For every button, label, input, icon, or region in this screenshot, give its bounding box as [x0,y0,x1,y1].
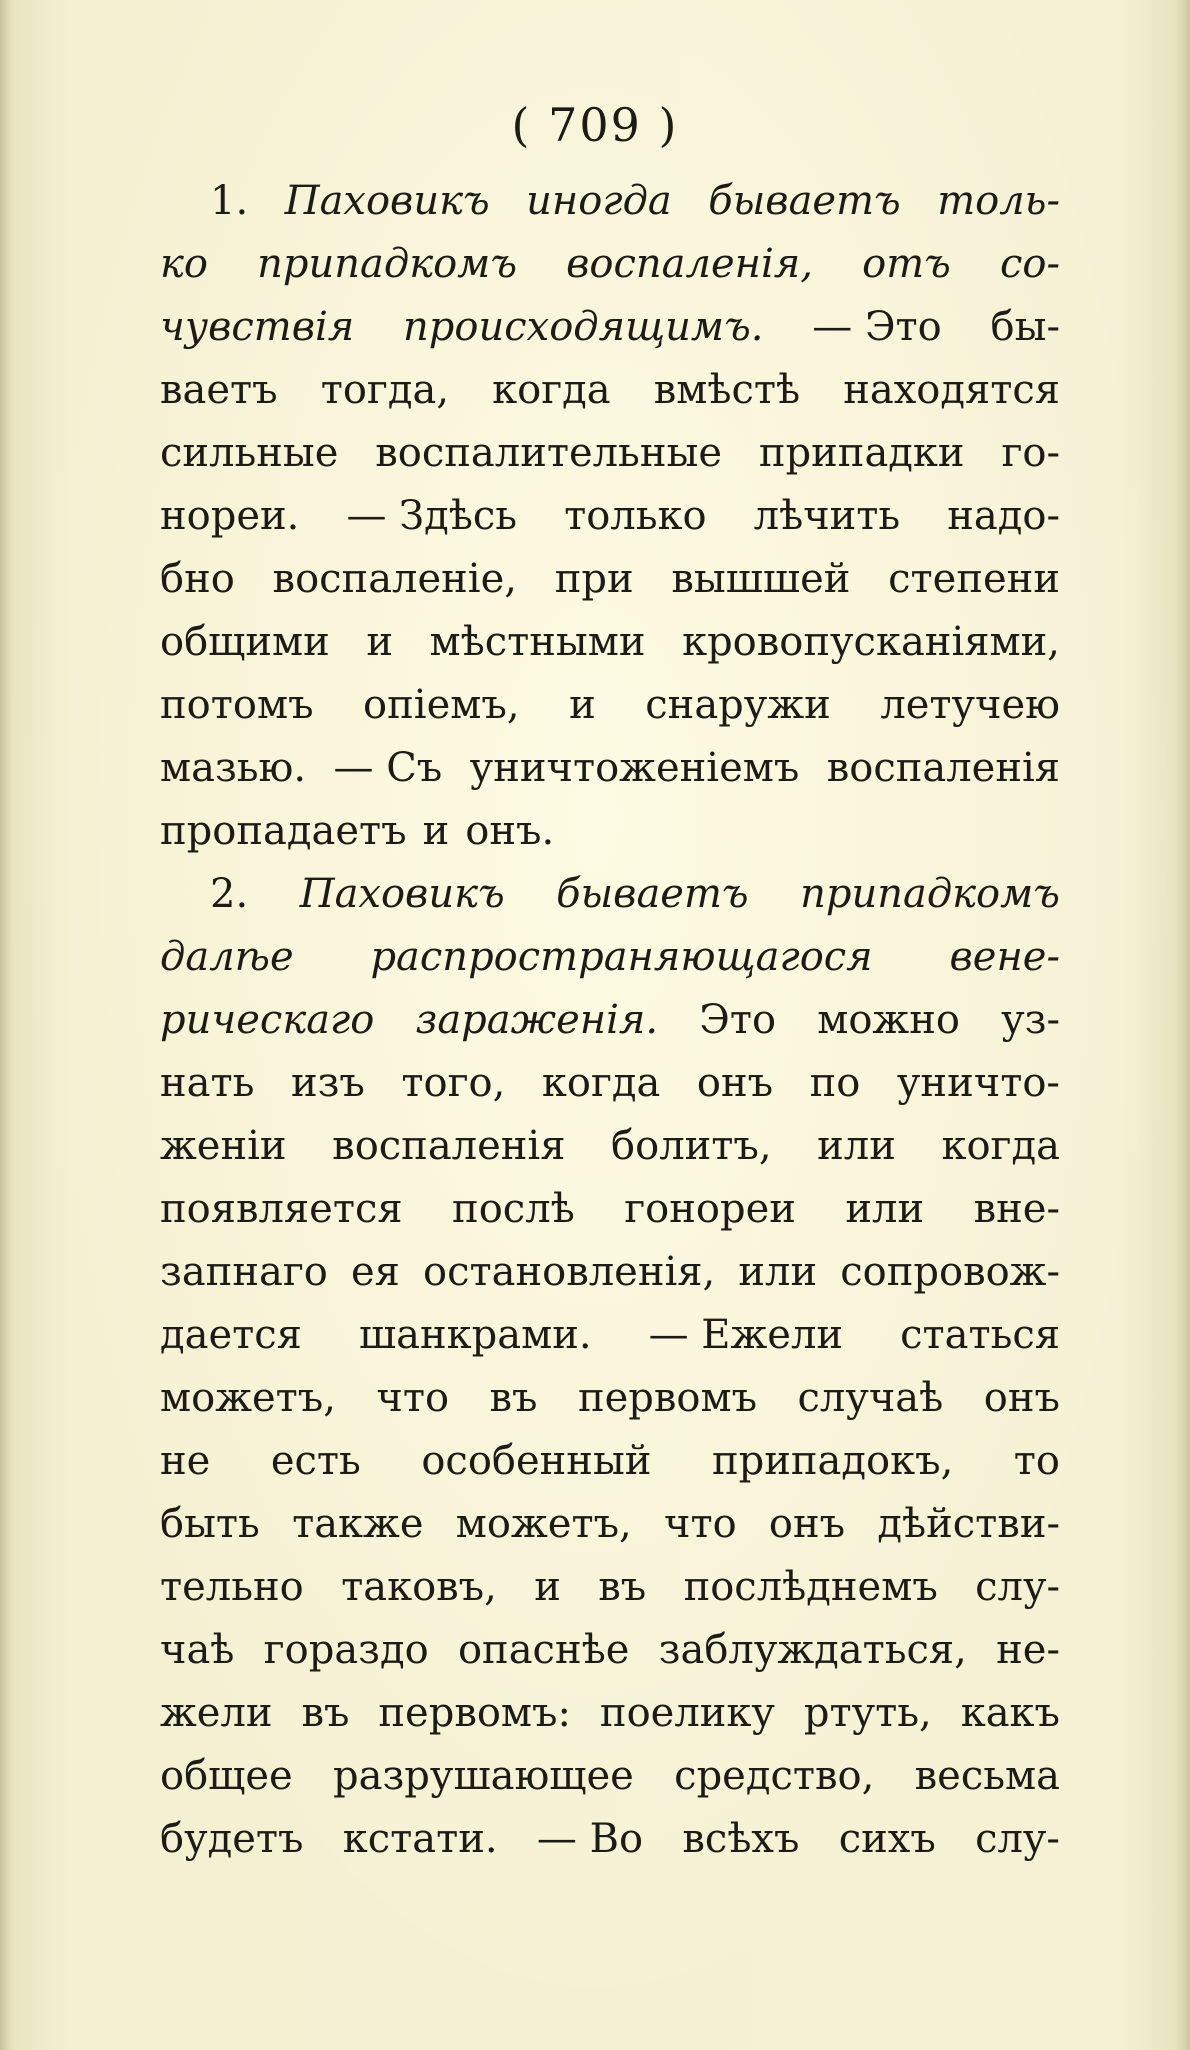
text-word: припадокъ, [711,1438,954,1484]
text-word: опіемъ, [363,682,520,728]
text-word: гораздо [263,1627,429,1673]
text-word: общее [160,1753,293,1799]
text-word: пропадаетъ [160,808,407,854]
text-line [160,989,1060,1052]
text-word: всѣхъ [682,1816,800,1862]
text-line [160,422,1060,485]
text-word: го- [1001,430,1060,476]
text-word: дѣйстви- [877,1501,1060,1547]
text-word: — Во [536,1816,644,1862]
text-word: что [376,1375,450,1421]
text-word: или [817,1123,896,1169]
text-word: изъ [290,1060,365,1106]
text-word: воспаленія [332,1123,566,1169]
text-word: вне- [973,1186,1060,1232]
text-line [160,611,1060,674]
text-word: уничто- [896,1060,1060,1106]
text-word: вмѣстѣ [653,367,801,413]
text-word: далѣе [160,934,294,980]
text-word: тельно [160,1564,304,1610]
text-word: со- [999,241,1060,287]
text-line [160,1052,1060,1115]
text-word: мазью. [160,745,307,791]
text-line [160,485,1060,548]
text-word: — Ежели [648,1312,844,1358]
text-word: сихъ [838,1816,936,1862]
text-word: того, [401,1060,506,1106]
text-word: особенный [421,1438,652,1484]
text-word: нать [160,1060,255,1106]
text-word: сильные [160,430,339,476]
text-word: не- [996,1627,1060,1673]
text-word: и [569,682,596,728]
text-word: жели [160,1690,273,1736]
text-word: опаснѣе [457,1627,630,1673]
text-word: бываетъ [708,178,901,224]
text-word: можетъ, [160,1375,336,1421]
text-word: вене- [949,934,1060,980]
text-word: онъ [768,1501,846,1547]
text-word: Это [699,997,777,1043]
text-word: поелику [599,1690,775,1736]
text-line [160,863,1060,926]
text-word: отъ [862,241,951,287]
body-text [160,170,1060,1871]
text-line [160,1556,1060,1619]
text-word: то [1013,1438,1060,1484]
page-edge-left [0,0,12,2050]
text-word: распространяющагося [370,934,873,980]
text-word: онъ [983,1375,1060,1421]
text-word: воспаленіе, [272,556,517,602]
text-word: — Здѣсь [346,493,518,539]
text-line [160,1619,1060,1682]
text-word: заблуждаться, [658,1627,967,1673]
text-word: первомъ: [378,1690,571,1736]
text-word: — Съ [333,745,443,791]
text-word: только [564,493,707,539]
text-word: послѣ [452,1186,575,1232]
text-word: летучею [880,682,1060,728]
text-word: кстати. [342,1816,498,1862]
text-word: когда [941,1123,1060,1169]
text-word: быть [160,1501,260,1547]
text-line [160,296,1060,359]
text-word: 1. [210,178,249,224]
text-word: слу- [975,1816,1060,1862]
text-line [160,926,1060,989]
text-word: и [534,1564,561,1610]
text-word: слу- [975,1564,1060,1610]
text-word: потомъ [160,682,314,728]
text-word: когда [492,367,611,413]
text-word: первомъ [577,1375,758,1421]
text-word: степени [888,556,1060,602]
text-word: мѣстными [429,619,646,665]
text-word: бно [160,556,235,602]
text-line [160,674,1060,737]
text-word: чувствія [160,304,355,350]
text-word: остановленія, [423,1249,716,1295]
text-word: средство, [674,1753,875,1799]
text-word: не [160,1438,211,1484]
text-line [160,1493,1060,1556]
text-word: весьма [914,1753,1060,1799]
text-word: толь- [937,178,1060,224]
text-line [160,737,1060,800]
text-word: шанкрами. [358,1312,592,1358]
text-word: уз- [1001,997,1060,1043]
text-word: припадкомъ [257,241,517,287]
text-word: находятся [843,367,1060,413]
text-line [160,1304,1060,1367]
text-word: когда [541,1060,661,1106]
text-word: Паховикъ [284,178,490,224]
text-word: происходящимъ. [403,304,764,350]
text-word: ваетъ [160,367,278,413]
text-word: что [664,1501,737,1547]
text-line [160,1115,1060,1178]
text-line [160,548,1060,611]
text-line [160,1241,1060,1304]
text-word: воспалительные [375,430,723,476]
text-word: въ [301,1690,350,1736]
text-word: при [554,556,634,602]
text-word: рическаго [160,997,375,1043]
text-word: послѣднемъ [683,1564,938,1610]
text-word: какъ [960,1690,1060,1736]
text-word: болитъ, [611,1123,772,1169]
text-word: запнаго [160,1249,328,1295]
text-word: или [845,1186,925,1232]
text-word: вышшей [671,556,851,602]
text-word: воспаленія, [566,241,813,287]
text-word: бываетъ [556,871,749,917]
text-word: статься [900,1312,1060,1358]
text-word: зараженія. [415,997,659,1043]
text-word: нореи. [160,493,300,539]
text-word: общими [160,619,330,665]
text-word: ея [351,1249,400,1295]
text-word: ртуть, [803,1690,932,1736]
text-word: по [809,1060,861,1106]
text-word: можетъ, [455,1501,632,1547]
page-edge-right [1176,0,1190,2050]
text-word: — Это [812,304,942,350]
text-word: таковъ, [341,1564,497,1610]
text-line [160,1808,1060,1871]
page-number: ( 709 ) [511,98,679,152]
text-word: чаѣ [160,1627,235,1673]
text-word: есть [270,1438,361,1484]
text-line [160,800,1060,863]
text-word: снаружи [645,682,831,728]
text-word: бы- [990,304,1060,350]
text-line [160,1178,1060,1241]
text-line [160,233,1060,296]
text-word: дается [160,1312,302,1358]
text-word: случаѣ [797,1375,944,1421]
text-word: женіи [160,1123,287,1169]
text-word: иногда [526,178,672,224]
text-word: также [292,1501,424,1547]
text-word: ко [160,241,208,287]
text-word: гонореи [624,1186,796,1232]
text-word: кровопусканіями, [682,619,1060,665]
text-line [160,1367,1060,1430]
text-word: воспаленія [826,745,1060,791]
text-word: или [738,1249,818,1295]
text-word: тогда, [320,367,450,413]
text-word: въ [489,1375,538,1421]
text-line [160,1745,1060,1808]
text-line [160,359,1060,422]
text-word: сопровож- [840,1249,1060,1295]
text-word: въ [598,1564,647,1610]
text-word: уничтоженіемъ [469,745,800,791]
text-word: будетъ [160,1816,304,1862]
text-line [160,170,1060,233]
text-word: появляется [160,1186,403,1232]
text-word: разрушающее [333,1753,634,1799]
text-word: онъ [696,1060,774,1106]
text-word: лѣчить [753,493,901,539]
text-line [160,1682,1060,1745]
text-word: припадкомъ [800,871,1060,917]
text-word: припадки [758,430,965,476]
text-word: 2. [210,871,249,917]
text-line [160,1430,1060,1493]
text-word: и [366,619,393,665]
text-word: можно [817,997,960,1043]
text-word: Паховикъ [299,871,505,917]
text-word: онъ. [465,808,555,854]
text-word: и [422,808,450,854]
text-word: надо- [947,493,1060,539]
